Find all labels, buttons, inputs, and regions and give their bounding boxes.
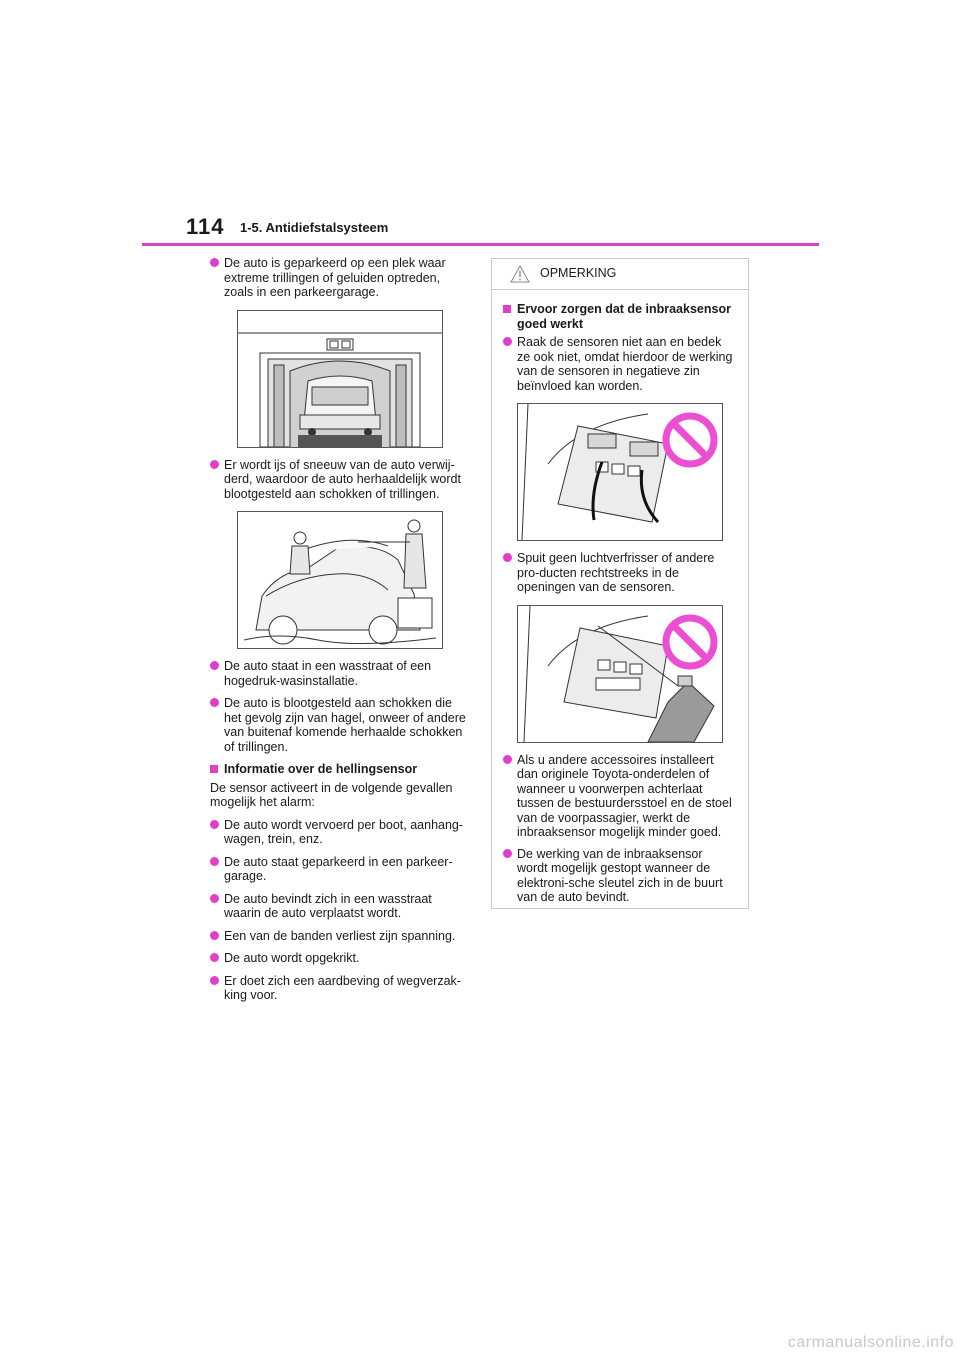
car-wash-illustration — [237, 310, 443, 448]
list-item: De werking van de inbraaksensor wordt mogelijk gestopt wanneer de elektroni-sche sleutel zich in de buurt van de auto bevindt. — [503, 847, 736, 905]
bullet-dot — [210, 976, 219, 985]
paragraph: De sensor activeert in de volgende gevallen mogelijk het alarm: — [210, 780, 453, 809]
bullet-dot — [210, 857, 219, 866]
bullet-dot — [503, 337, 512, 346]
section-title: 1-5. Antidiefstalsysteem — [240, 220, 389, 235]
bullet-dot — [210, 953, 219, 962]
subheading: Ervoor zorgen dat de inbraaksensor goed werkt — [503, 302, 736, 331]
notice-body — [492, 290, 748, 905]
notice-title: OPMERKING — [540, 266, 617, 280]
bullet-dot — [210, 661, 219, 670]
list-item: Raak de sensoren niet aan en bedek ze ook niet, omdat hierdoor de werking van de sensoren in negatieve zin beïnvloed kan worden. — [503, 335, 736, 393]
notice-header — [492, 259, 748, 290]
subheading: Informatie over de hellingsensor — [210, 762, 472, 777]
snow-removal-illustration — [237, 511, 443, 649]
list-item: De auto is blootgesteld aan schokken die het gevolg zijn van hagel, onweer of andere van buitenaf komende herhaalde schokken of trillingen. — [210, 696, 472, 754]
list-item: De auto staat geparkeerd in een parkeer-garage. — [210, 855, 472, 884]
bullet-dot — [210, 894, 219, 903]
list-item: Spuit geen luchtverfrisser of andere pro-ducten rechtstreeks in de openingen van de sensoren. — [503, 551, 736, 595]
list-item: De auto wordt opgekrikt. — [210, 951, 472, 966]
notice-box — [491, 258, 749, 909]
bullet-dot — [210, 931, 219, 940]
list-item: Er wordt ijs of sneeuw van de auto verwij-derd, waardoor de auto herhaaldelijk wordt blootgesteld aan schokken of trillingen. — [210, 458, 472, 502]
page-number: 114 — [186, 214, 225, 239]
list-item: Een van de banden verliest zijn spanning. — [210, 929, 472, 944]
bullet-dot — [210, 460, 219, 469]
bullet-dot — [503, 755, 512, 764]
watermark: carmanualsonline.info — [787, 1334, 954, 1351]
bullet-dot — [210, 258, 219, 267]
square-bullet — [503, 305, 511, 313]
header-rule — [142, 243, 819, 246]
sensor-touch-prohibited-illustration — [517, 403, 723, 541]
list-item: Als u andere accessoires installeert dan originele Toyota-onderdelen of wanneer u voorwerpen achterlaat tussen de bestuurdersstoel en de stoel van de voorpassagier, werkt de inbraaksensor mogelijk minder goed. — [503, 753, 736, 840]
bullet-dot — [503, 553, 512, 562]
list-item: De auto wordt vervoerd per boot, aanhang-wagen, trein, enz. — [210, 818, 472, 847]
warning-triangle-icon — [510, 265, 530, 283]
list-item: Er doet zich een aardbeving of wegverzak-king voor. — [210, 974, 472, 1003]
list-item: De auto staat in een wasstraat of een hogedruk-wasinstallatie. — [210, 659, 472, 688]
list-item: De auto is geparkeerd op een plek waar extreme trillingen of geluiden optreden, zoals in een parkeergarage. — [210, 256, 472, 300]
left-column — [210, 256, 472, 1011]
spray-prohibited-illustration — [517, 605, 723, 743]
bullet-dot — [210, 698, 219, 707]
bullet-dot — [210, 820, 219, 829]
square-bullet — [210, 765, 218, 773]
bullet-dot — [503, 849, 512, 858]
list-item: De auto bevindt zich in een wasstraat waarin de auto verplaatst wordt. — [210, 892, 472, 921]
